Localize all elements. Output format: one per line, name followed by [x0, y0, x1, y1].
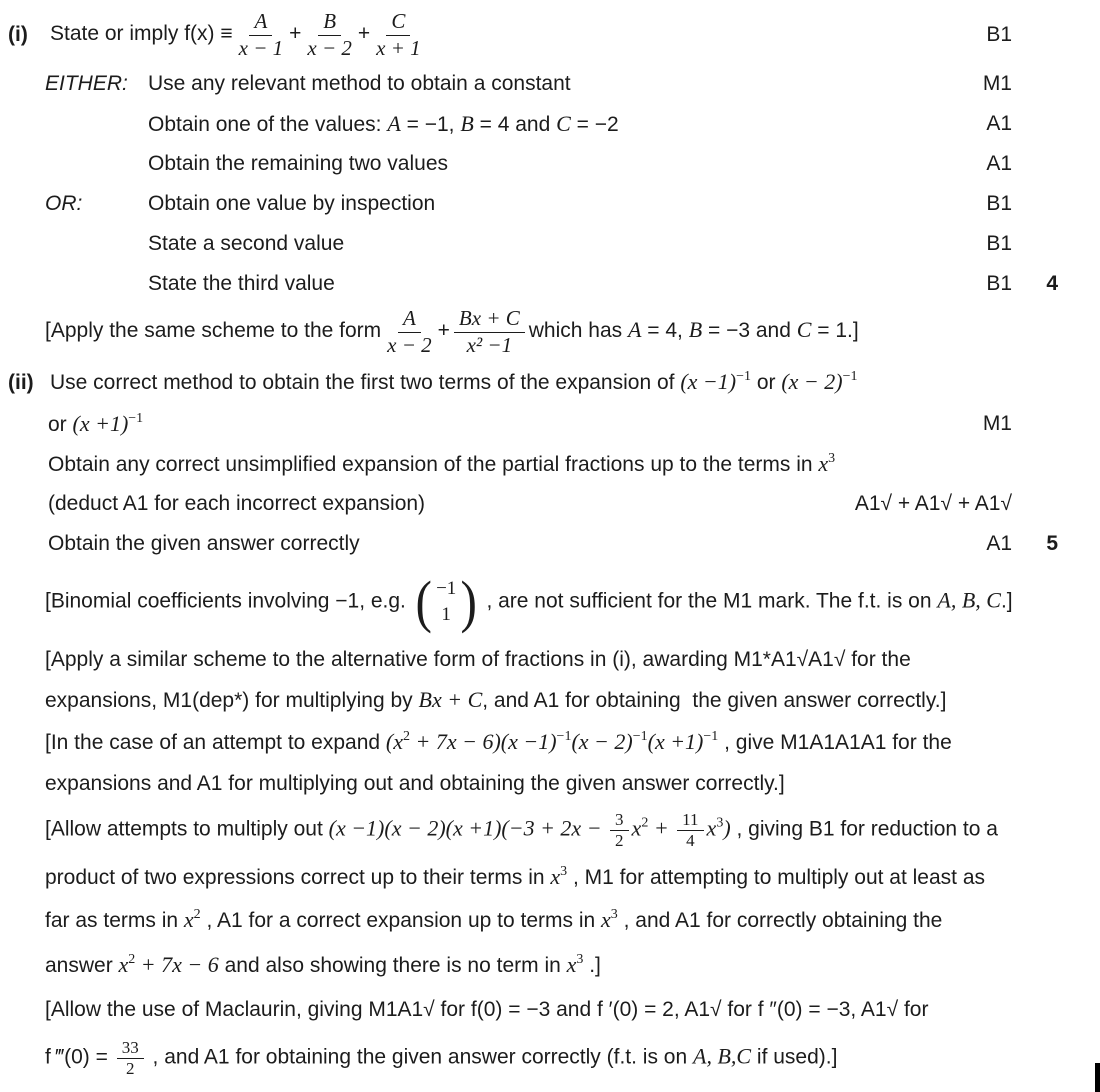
superscript: 3 — [560, 864, 568, 879]
math-segment: x — [706, 815, 717, 841]
superscript: 2 — [641, 815, 649, 831]
scheme-row — [0, 264, 1100, 304]
math-segment: (x +1) — [647, 729, 704, 754]
mark-annotation: B1 — [986, 192, 1012, 215]
row-content — [45, 648, 911, 672]
math-segment: (x − 2) — [571, 729, 633, 754]
math-segment: A, B,C — [693, 1043, 752, 1069]
scheme-row — [0, 224, 1100, 264]
text-segment: Obtain any correct unsimplified expansion of the partial fractions up to the terms in — [48, 453, 819, 476]
text-segment: [Apply the same scheme to the form — [45, 319, 382, 343]
superscript: 3 — [610, 907, 618, 922]
scheme-row — [0, 444, 1100, 484]
fraction: $\frac{A}{x - 2}$ — [387, 306, 432, 357]
scheme-row — [0, 104, 1100, 144]
row-content — [45, 729, 952, 755]
text-segment: expansions and A1 for multiplying out and obtaining the given answer correctly.] — [45, 772, 785, 795]
math-segment: A — [387, 111, 401, 136]
scheme-row — [0, 942, 1100, 988]
scheme-row — [0, 360, 1100, 404]
superscript: −1 — [632, 729, 648, 744]
text-segment: = 1.] — [811, 319, 859, 343]
page-edge-mark — [1095, 1063, 1100, 1092]
text-segment: which has — [528, 319, 628, 343]
total-marks: 4 — [1046, 272, 1058, 295]
italic-label: OR: — [45, 192, 83, 215]
text-segment: = −3 and — [702, 319, 797, 343]
text-segment: expansions, M1(dep*) for multiplying by — [45, 689, 419, 712]
math-segment: + 7x − 6)(x −1) — [410, 729, 557, 754]
text-segment: .] — [1000, 589, 1013, 613]
text-segment: [Binomial coefficients involving −1, e.g. — [45, 589, 412, 613]
superscript: 2 — [403, 729, 410, 744]
scheme-row — [0, 804, 1100, 856]
row-content — [45, 998, 928, 1022]
text-segment: [Allow attempts to multiply out — [45, 817, 329, 841]
bold-label: (i) — [8, 22, 28, 46]
text-segment: Use any relevant method to obtain a constant — [148, 72, 571, 95]
fraction: $\frac{Bx + C}{\text{x² −1}}$ — [454, 306, 525, 357]
mark-annotation: A1 — [986, 152, 1012, 175]
text-segment: + — [357, 22, 371, 46]
math-segment: (x −1) — [680, 369, 737, 394]
row-content — [45, 772, 785, 796]
text-segment: Obtain one value by inspection — [148, 192, 436, 215]
bold-label: (ii) — [8, 371, 34, 394]
superscript: −1 — [128, 411, 144, 426]
superscript: −1 — [842, 369, 858, 384]
scheme-row — [0, 6, 1100, 64]
text-segment: , M1 for attempting to multiply out at least as — [567, 866, 986, 889]
text-segment: and also showing there is no term in — [218, 954, 567, 977]
text-segment: , are not sufficient for the M1 mark. The f.t. is on — [480, 589, 938, 613]
math-segment: x — [550, 864, 561, 889]
text-segment: = −1, — [400, 113, 461, 136]
text-segment: Use correct method to obtain the first two terms of the expansion of — [50, 371, 681, 394]
math-segment: x — [818, 451, 829, 476]
text-segment: State or imply f(x) ≡ — [50, 22, 233, 46]
fraction: $\frac{3}{2}$ — [610, 810, 629, 850]
math-segment: x — [601, 907, 611, 932]
row-content — [45, 306, 859, 357]
text-segment: + — [437, 319, 450, 343]
scheme-row — [0, 680, 1100, 720]
text-segment: (deduct A1 for each incorrect expansion) — [48, 492, 426, 515]
text-segment: Obtain the remaining two values — [148, 152, 448, 175]
text-segment: if used).] — [751, 1045, 838, 1069]
row-content — [148, 111, 619, 137]
mark-annotation: M1 — [982, 72, 1012, 95]
text-segment: product of two expressions correct up to their terms in — [45, 866, 551, 889]
math-segment: (x — [385, 729, 403, 754]
fraction: $\frac{33}{2}$ — [117, 1038, 144, 1078]
text-segment: or — [48, 413, 73, 436]
row-content — [45, 687, 946, 713]
superscript: −1 — [736, 369, 751, 384]
math-segment: (x −1)(x − 2)(x +1)(−3 + 2x − — [328, 815, 608, 841]
scheme-row — [0, 988, 1100, 1032]
mark-annotation: B1 — [986, 272, 1012, 295]
fraction: $\frac{A}{x - 1}$ — [238, 9, 284, 60]
mark-annotation: M1 — [982, 412, 1012, 435]
math-segment: ) — [723, 815, 731, 841]
math-segment: Bx + C — [418, 687, 483, 712]
text-segment: State the third value — [148, 272, 335, 295]
text-segment: , and A1 for obtaining the given answer correctly.] — [482, 689, 947, 712]
row-content — [48, 411, 143, 437]
text-segment: Obtain the given answer correctly — [48, 532, 360, 555]
scheme-row — [0, 564, 1100, 640]
mark-annotation: A1√ + A1√ + A1√ — [854, 492, 1012, 515]
text-segment: = 4, — [641, 319, 689, 343]
row-content — [45, 907, 942, 933]
text-segment: , A1 for a correct expansion up to terms in — [200, 909, 602, 932]
scheme-row — [0, 304, 1100, 360]
text-segment: State a second value — [148, 232, 345, 255]
superscript: 3 — [716, 815, 724, 831]
text-segment: [Allow the use of Maclaurin, giving M1A1√ for f(0) = −3 and f ′(0) = 2, A1√ for f ″(0) = −3, A1√ for — [45, 998, 929, 1021]
scheme-row — [0, 898, 1100, 942]
row-content — [148, 272, 335, 296]
scheme-row — [0, 144, 1100, 184]
superscript: 3 — [828, 451, 836, 466]
math-segment: B — [688, 317, 703, 343]
math-segment: + — [648, 815, 675, 841]
math-segment: (x +1) — [72, 411, 129, 436]
scheme-row — [0, 720, 1100, 764]
scheme-row — [0, 524, 1100, 564]
total-marks: 5 — [1046, 532, 1058, 555]
text-segment: , and A1 for obtaining the given answer correctly (f.t. is on — [146, 1045, 693, 1069]
scheme-row — [0, 484, 1100, 524]
row-content — [8, 369, 858, 395]
math-segment: x — [118, 952, 129, 977]
row-content — [48, 451, 835, 477]
row-content — [48, 532, 360, 556]
row-content — [8, 9, 427, 60]
text-segment: Obtain one of the values: — [148, 113, 388, 136]
math-segment: (x − 2) — [781, 369, 843, 394]
mark-annotation: B1 — [986, 23, 1012, 46]
scheme-row — [0, 764, 1100, 804]
scheme-row — [0, 1032, 1100, 1084]
row-content — [148, 232, 344, 256]
row-content — [48, 492, 425, 516]
scheme-row — [0, 640, 1100, 680]
text-segment: , and A1 for correctly obtaining the — [617, 909, 943, 932]
superscript: −1 — [556, 729, 572, 744]
text-segment: [In the case of an attempt to expand — [45, 731, 386, 754]
fraction: $\frac{B}{x - 2}$ — [307, 9, 352, 60]
scheme-row — [0, 856, 1100, 898]
scheme-row — [0, 404, 1100, 444]
text-segment: far as terms in — [45, 909, 184, 932]
row-content — [45, 192, 435, 216]
row-content — [45, 72, 571, 96]
mark-annotation: A1 — [986, 532, 1012, 555]
mark-annotation: A1 — [986, 112, 1012, 135]
math-segment: x — [631, 815, 642, 841]
superscript: 2 — [128, 952, 136, 967]
text-segment: = −2 — [570, 113, 619, 136]
math-segment: C — [556, 111, 571, 136]
row-content — [45, 810, 998, 850]
text-segment: f ‴(0) = — [45, 1045, 114, 1069]
binomial-coefficient: ( −1 1 ) — [415, 568, 478, 634]
italic-label: EITHER: — [45, 72, 128, 95]
fraction: $\frac{C}{x + 1}$ — [376, 9, 421, 60]
text-segment: .] — [583, 954, 601, 977]
text-segment: , give M1A1A1A1 for the — [718, 731, 952, 754]
text-segment: [Apply a similar scheme to the alternative form of fractions in (i), awarding M1*A1√A1√ for the — [45, 648, 911, 671]
row-content — [45, 864, 985, 890]
scheme-row — [0, 184, 1100, 224]
math-segment: x — [183, 907, 194, 932]
superscript: −1 — [703, 729, 719, 744]
row-content — [45, 568, 1013, 634]
math-segment: A — [627, 317, 642, 343]
row-content — [45, 1038, 837, 1078]
math-segment: C — [796, 317, 812, 343]
math-segment: B — [460, 111, 474, 136]
math-segment: A, B, C — [937, 587, 1001, 613]
text-segment: + — [289, 22, 302, 46]
math-segment: x — [566, 952, 577, 977]
scheme-row — [0, 64, 1100, 104]
row-content — [148, 152, 448, 176]
row-content — [45, 952, 601, 978]
text-segment: = 4 and — [473, 113, 557, 136]
math-segment: + 7x − 6 — [135, 952, 219, 977]
text-segment: answer — [45, 954, 119, 977]
mark-annotation: B1 — [986, 232, 1012, 255]
text-segment: or — [750, 371, 782, 394]
fraction: $\frac{11}{4}$ — [677, 810, 703, 850]
text-segment: , giving B1 for reduction to a — [730, 817, 998, 841]
superscript: 3 — [576, 952, 584, 967]
superscript: 2 — [193, 907, 201, 922]
